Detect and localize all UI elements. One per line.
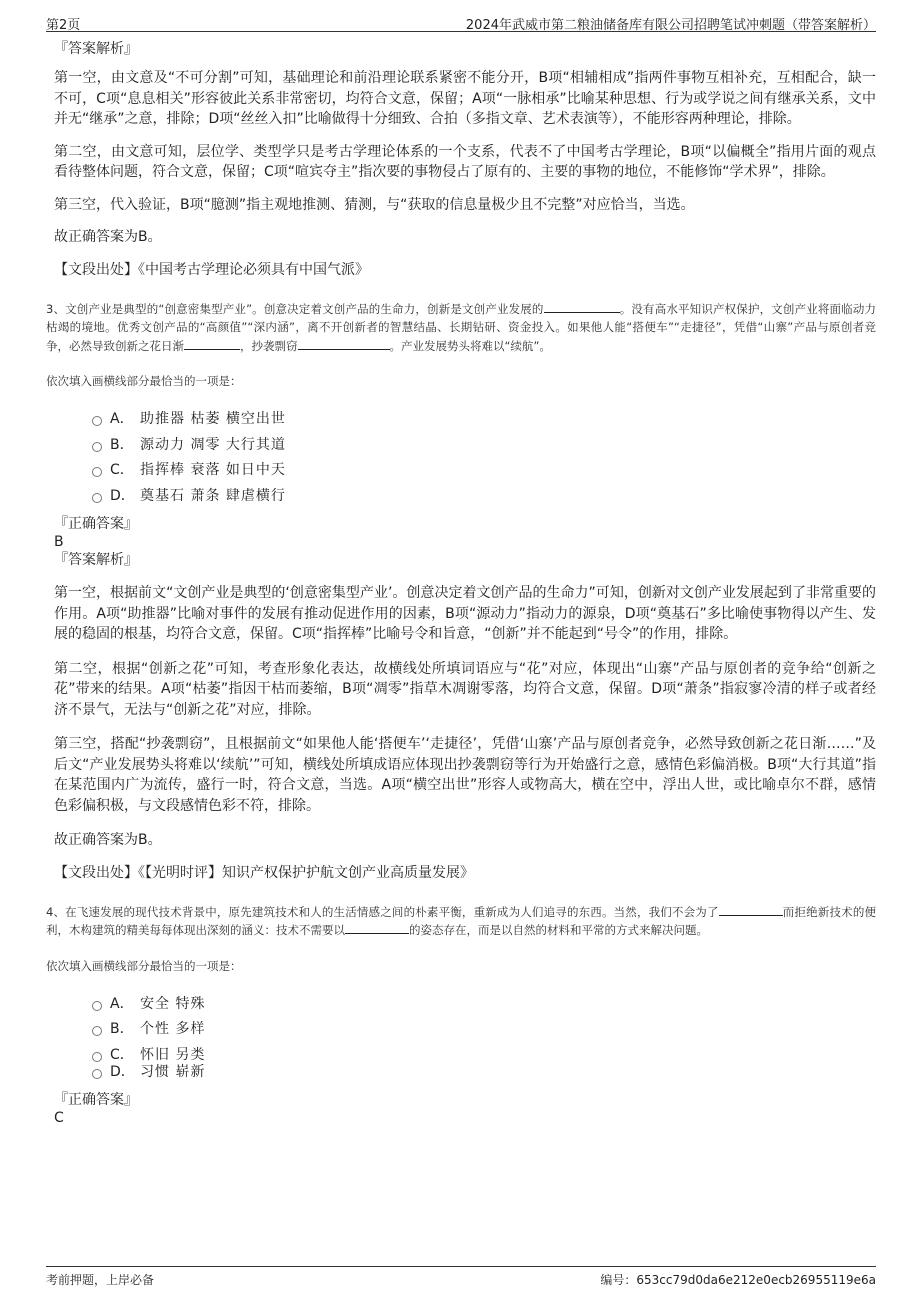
option-b[interactable]: B． 源动力 凋零 大行其道 [92,435,876,461]
question-prompt: 依次填入画横线部分最恰当的一项是： [46,374,242,388]
option-c[interactable]: C． 怀旧 另类 [92,1045,876,1062]
fill-blank [184,338,240,350]
radio-icon[interactable] [92,493,102,503]
document-id: 编号：653cc79d0da6e212e0ecb26955119e6a [600,1273,876,1287]
option-d[interactable]: D． 奠基石 萧条 肆虐横行 [92,486,876,512]
page-number: 第2页 [46,18,81,33]
radio-icon[interactable] [92,1052,102,1062]
option-c[interactable]: C． 指挥棒 衰落 如日中天 [92,460,876,486]
analysis-paragraph: 第一空，由文意及“不可分割”可知，基础理论和前沿理论联系紧密不能分开，B项“相辅相成”指两件事物互相补充，互相配合，缺一不可，C项“息息相关”形容彼此关系非常密切，均符合文意，保留；A项“一脉相承”比喻某种思想、行为或学说之间有继承关系，文中并无“继承”之意，排除；D项“丝丝入扣”比喻做得十分细致、合拍（多指文章、艺术表演等），不能形容两种理论，排除。 [54,70,876,127]
radio-icon[interactable] [92,442,102,452]
option-b[interactable]: B． 个性 多样 [92,1019,876,1045]
question-prompt: 依次填入画横线部分最恰当的一项是： [46,958,242,973]
analysis-paragraph: 第三空，代入验证，B项“臆测”指主观地推测、猜测，与“获取的信息量极少且不完整”对应恰当，当选。 [54,196,695,213]
fill-blank [544,301,620,313]
fill-blank [719,904,783,916]
document-title: 2024年武威市第二粮油储备库有限公司招聘笔试冲刺题（带答案解析） [465,18,876,33]
analysis-paragraph: 第二空，由文意可知，层位学、类型学只是考古学理论体系的一个支系，代表不了中国考古学理论，B项“以偏概全”指用片面的观点看待整体问题，符合文意，保留；C项“喧宾夺主”指次要的事物侵占了原有的、主要的事物的地位，不能修饰“学术界”，排除。 [54,143,876,180]
correct-answer-label: 『正确答案』 [54,1092,138,1108]
correct-answer-value: B [54,534,64,550]
analysis-paragraph: 第三空，搭配“抄袭剽窃”，且根据前文“如果他人能‘搭便车’‘走捷径’，凭借‘山寨’产品与原创者竞争，必然导致创新之花日渐……”及后文“产业发展势头将难以‘续航’”可知，横线处所填成语应体现出抄袭剽窃等行为开始盛行之意，感情色彩偏消极。B项“大行其道”指在某范围内广为流传，盛行一时，符合文意，当选。A项“横空出世”形容人或物高大，横在空中，浮出人世，或比喻卓尔不群，感情色彩偏积极，与文段感情色彩不符，排除。 [54,736,876,814]
footer-slogan: 考前押题，上岸必备 [46,1273,155,1287]
fill-blank [345,922,409,934]
analysis-paragraph: 第一空，根据前文“文创产业是典型的‘创意密集型产业’。创意决定着文创产品的生命力”可知，创新对文创产业发展起到了非常重要的作用。A项“助推器”比喻对事件的发展有推动促进作用的因素，B项“源动力”指动力的源泉，D项“奠基石”多比喻使事物得以产生、发展的稳固的根基，均符合文意，保留。C项“指挥棒”比喻号令和旨意，“创新”并不能起到“号令”的作用，排除。 [54,585,876,642]
answer-analysis-label: 『答案解析』 [54,41,138,57]
answer-analysis-label: 『答案解析』 [54,552,138,568]
option-d[interactable]: D． 习惯 崭新 [92,1062,876,1088]
analysis-paragraph: 第二空，根据“创新之花”可知，考查形象化表达，故横线处所填词语应与“花”对应，体现出“山寨”产品与原创者的竞争给“创新之花”带来的结果。A项“枯萎”指因干枯而萎缩，B项“凋零”指草木凋谢零落，均符合文意，保留。D项“萧条”指寂寥冷清的样子或者经济不景气，无法与“创新之花”对应，排除。 [54,660,876,718]
page-content [46,40,876,1127]
radio-icon[interactable] [92,1026,102,1036]
page-header [46,12,876,32]
answer-conclusion: 故正确答案为B。 [54,229,162,245]
question-3-stem: 3、文创产业是典型的“创意密集型产业”。创意决定着文创产品的生命力，创新是文创产业发展的 。没有高水平知识产权保护，文创产业将面临动力枯竭的境地。优秀文创产品的“高颜值”“深内涵”，离不开创新者的智慧结晶、长期钻研、资金投入。如果他人能“搭便车”“走捷径”，凭借“山寨”产品与原创者竞争，必然导致创新之花日渐 ，抄袭剽窃 。产业发展势头将难以“续航”。 [46,301,876,353]
fill-blank [298,338,390,350]
radio-icon[interactable] [92,467,102,477]
question-3-options [46,409,876,511]
answer-conclusion: 故正确答案为B。 [54,832,162,848]
option-a[interactable]: A． 助推器 枯萎 横空出世 [92,409,876,435]
correct-answer-value: C [54,1110,64,1126]
radio-icon[interactable] [92,1069,102,1079]
page-footer [46,1266,876,1288]
correct-answer-label: 『正确答案』 [54,516,138,532]
radio-icon[interactable] [92,1001,102,1011]
question-4-stem: 4、在飞速发展的现代技术背景中，原先建筑技术和人的生活情感之间的朴素平衡，重新成为人们追寻的东西。当然，我们不会为了 而拒绝新技术的便利，木构建筑的精美每每体现出深刻的涵义：技术不需要以 的姿态存在，而是以自然的材料和平常的方式来解决问题。 [46,904,876,937]
option-a[interactable]: A． 安全 特殊 [92,994,876,1020]
question-4-options [46,994,876,1088]
passage-source: 【文段出处】《【光明时评】知识产权保护护航文创产业高质量发展》 [54,864,474,881]
passage-source: 【文段出处】《中国考古学理论必须具有中国气派》 [54,261,369,278]
radio-icon[interactable] [92,416,102,426]
